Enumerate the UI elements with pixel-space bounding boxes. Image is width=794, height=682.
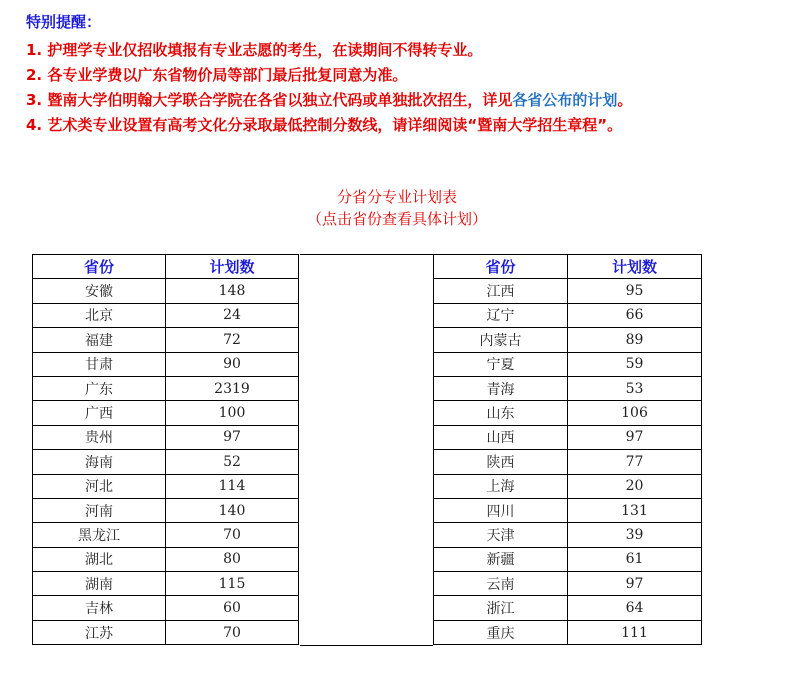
table-title: 分省分专业计划表: [336, 188, 457, 206]
province-name[interactable]: 天津: [434, 523, 568, 547]
province-name[interactable]: 湖南: [33, 572, 166, 596]
plan-count: 97: [568, 572, 702, 596]
province-name[interactable]: 吉林: [33, 596, 166, 620]
table-row[interactable]: [434, 523, 702, 547]
plan-count: 80: [166, 547, 299, 571]
plan-count: 97: [166, 425, 299, 449]
province-name[interactable]: 黑龙江: [33, 523, 166, 547]
plan-count: 61: [568, 547, 702, 571]
province-name[interactable]: 辽宁: [434, 303, 568, 327]
notice-item-1: 1. 护理学专业仅招收填报有专业志愿的考生，在读期间不得转专业。: [26, 41, 483, 59]
notice-item-4: 4. 艺术类专业设置有高考文化分录取最低控制分数线，请详细阅读“暨南大学招生章程”。: [26, 116, 623, 134]
table-row[interactable]: [33, 474, 299, 498]
table-row[interactable]: [33, 352, 299, 376]
plan-count: 95: [568, 279, 702, 303]
table-row[interactable]: [434, 620, 702, 644]
table-row[interactable]: [33, 547, 299, 571]
table-row[interactable]: [434, 303, 702, 327]
plan-header: 计划数: [568, 255, 702, 279]
plan-count: 59: [568, 352, 702, 376]
province-name[interactable]: 河南: [33, 498, 166, 522]
province-table-right: [433, 254, 702, 645]
province-header: 省份: [33, 255, 166, 279]
plan-count: 140: [166, 498, 299, 522]
province-name[interactable]: 重庆: [434, 620, 568, 644]
table-header-row: [33, 255, 299, 279]
province-name[interactable]: 河北: [33, 474, 166, 498]
plan-count: 52: [166, 450, 299, 474]
plan-count: 114: [166, 474, 299, 498]
province-name[interactable]: 广西: [33, 401, 166, 425]
plan-count: 148: [166, 279, 299, 303]
notice-title: 特别提醒：: [26, 13, 102, 31]
table-row[interactable]: [434, 328, 702, 352]
province-name[interactable]: 海南: [33, 450, 166, 474]
table-row[interactable]: [434, 279, 702, 303]
notice-item-2: 2. 各专业学费以广东省物价局等部门最后批复同意为准。: [26, 66, 408, 84]
province-name[interactable]: 甘肃: [33, 352, 166, 376]
province-name[interactable]: 湖北: [33, 547, 166, 571]
province-name[interactable]: 云南: [434, 572, 568, 596]
table-row[interactable]: [434, 450, 702, 474]
table-row[interactable]: [33, 425, 299, 449]
plan-count: 106: [568, 401, 702, 425]
plan-count: 2319: [166, 376, 299, 400]
table-row[interactable]: [434, 401, 702, 425]
plan-count: 72: [166, 328, 299, 352]
plan-count: 131: [568, 498, 702, 522]
province-name[interactable]: 江苏: [33, 620, 166, 644]
plan-count: 100: [166, 401, 299, 425]
plan-count: 24: [166, 303, 299, 327]
plan-count: 77: [568, 450, 702, 474]
plan-header: 计划数: [166, 255, 299, 279]
province-name[interactable]: 宁夏: [434, 352, 568, 376]
table-row[interactable]: [434, 572, 702, 596]
plan-count: 89: [568, 328, 702, 352]
table-row[interactable]: [33, 450, 299, 474]
plan-count: 115: [166, 572, 299, 596]
table-row[interactable]: [434, 474, 702, 498]
table-header-row: [434, 255, 702, 279]
table-subtitle: （点击省份查看具体计划）: [306, 210, 487, 228]
province-name[interactable]: 内蒙古: [434, 328, 568, 352]
province-name[interactable]: 陕西: [434, 450, 568, 474]
notice-item-3: [26, 88, 786, 113]
table-row[interactable]: [434, 352, 702, 376]
table-row[interactable]: [33, 303, 299, 327]
table-row[interactable]: [33, 572, 299, 596]
plan-count: 90: [166, 352, 299, 376]
table-row[interactable]: [434, 376, 702, 400]
plan-count: 60: [166, 596, 299, 620]
province-name[interactable]: 青海: [434, 376, 568, 400]
province-name[interactable]: 贵州: [33, 425, 166, 449]
table-row[interactable]: [33, 620, 299, 644]
table-row[interactable]: [33, 401, 299, 425]
table-row[interactable]: [33, 279, 299, 303]
plan-count: 70: [166, 523, 299, 547]
table-row[interactable]: [33, 498, 299, 522]
plan-count: 39: [568, 523, 702, 547]
province-name[interactable]: 广东: [33, 376, 166, 400]
plan-count: 111: [568, 620, 702, 644]
table-row[interactable]: [434, 498, 702, 522]
plan-count: 53: [568, 376, 702, 400]
province-name[interactable]: 山东: [434, 401, 568, 425]
table-spacer: [300, 254, 433, 646]
plan-count: 20: [568, 474, 702, 498]
province-name[interactable]: 上海: [434, 474, 568, 498]
plan-count: 66: [568, 303, 702, 327]
table-row[interactable]: [33, 523, 299, 547]
table-row[interactable]: [434, 547, 702, 571]
province-name[interactable]: 江西: [434, 279, 568, 303]
province-plan-link[interactable]: 各省公布的计划: [512, 91, 618, 109]
notice-item-3-text: 3. 暨南大学伯明翰大学联合学院在各省以独立代码或单独批次招生，详见: [26, 91, 513, 109]
plan-count: 70: [166, 620, 299, 644]
province-table-left: [32, 254, 299, 645]
plan-count: 64: [568, 596, 702, 620]
table-row[interactable]: [434, 596, 702, 620]
table-row[interactable]: [33, 596, 299, 620]
province-name[interactable]: 新疆: [434, 547, 568, 571]
notice-item-3-end: 。: [617, 91, 633, 109]
province-name[interactable]: 北京: [33, 303, 166, 327]
table-row[interactable]: [33, 376, 299, 400]
province-name[interactable]: 福建: [33, 328, 166, 352]
table-row[interactable]: [434, 425, 702, 449]
province-name[interactable]: 安徽: [33, 279, 166, 303]
plan-count: 97: [568, 425, 702, 449]
province-name[interactable]: 浙江: [434, 596, 568, 620]
table-row[interactable]: [33, 328, 299, 352]
province-name[interactable]: 四川: [434, 498, 568, 522]
province-header: 省份: [434, 255, 568, 279]
notice-list: [26, 38, 786, 138]
province-name[interactable]: 山西: [434, 425, 568, 449]
